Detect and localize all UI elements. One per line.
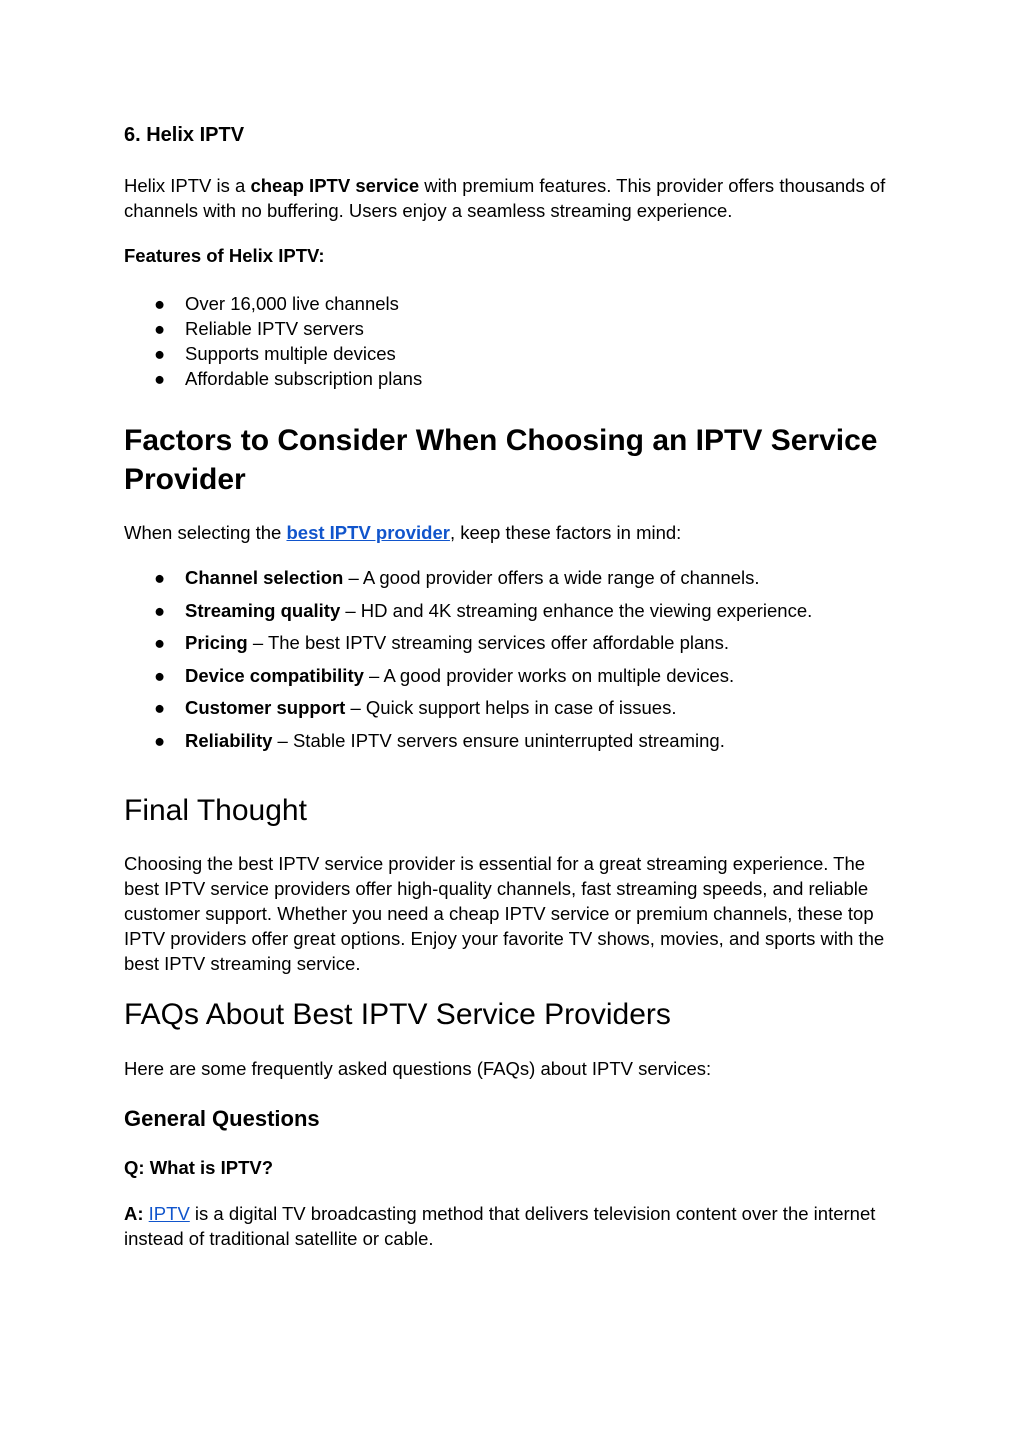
iptv-link[interactable]: IPTV (148, 1203, 190, 1224)
list-item (124, 663, 812, 696)
list-item (124, 291, 422, 316)
bullet-icon: ● (154, 368, 166, 389)
factor-term: Reliability (185, 729, 273, 751)
answer-text: is a digital TV broadcasting method that delivers television content over the internet instead of traditional satellite or cable. (124, 1203, 876, 1249)
feature-text: Supports multiple devices (185, 343, 396, 364)
helix-intro-bold: cheap IPTV service (250, 175, 420, 196)
factors-heading: Factors to Consider When Choosing an IPTV Service Provider (124, 424, 878, 496)
helix-intro-post: with premium features. This provider offers thousands of channels with no buffering. Users enjoy a seamless streaming experience. (124, 175, 886, 221)
factors-intro-pre: When selecting the (124, 522, 287, 543)
factor-term: Pricing (185, 632, 248, 654)
faq-question: Q: What is IPTV? (124, 1157, 274, 1178)
feature-text: Reliable IPTV servers (185, 318, 364, 339)
feature-text: Affordable subscription plans (185, 368, 423, 389)
factor-term: Streaming quality (185, 599, 341, 621)
bullet-icon: ● (154, 729, 166, 751)
factor-term: Device compatibility (185, 664, 364, 686)
list-item (124, 630, 812, 663)
bullet-icon: ● (154, 567, 166, 588)
list-item (124, 728, 812, 761)
factor-desc: – Stable IPTV servers ensure uninterrupted streaming. (272, 729, 725, 751)
factor-desc: – A good provider offers a wide range of channels. (343, 567, 760, 588)
bullet-icon: ● (154, 632, 166, 654)
final-thought-heading: Final Thought (124, 794, 307, 827)
bullet-icon: ● (154, 697, 166, 719)
factor-term: Customer support (185, 697, 346, 719)
factors-list (124, 565, 812, 761)
factor-desc: – Quick support helps in case of issues. (345, 697, 677, 719)
best-iptv-provider-link[interactable]: best IPTV provider (286, 522, 450, 543)
answer-label: A: (124, 1203, 144, 1224)
helix-features-list (124, 291, 422, 391)
bullet-icon: ● (154, 664, 166, 686)
list-item (124, 341, 422, 366)
helix-heading: 6. Helix IPTV (124, 124, 245, 146)
faq-answer (124, 1201, 904, 1251)
list-item (124, 565, 812, 598)
bullet-icon: ● (154, 293, 166, 314)
factor-desc: – A good provider works on multiple devices. (363, 664, 735, 686)
faqs-intro: Here are some frequently asked questions (FAQs) about IPTV services: (124, 1058, 712, 1079)
helix-features-heading: Features of Helix IPTV: (124, 245, 325, 266)
factor-term: Channel selection (185, 567, 344, 588)
bullet-icon: ● (154, 343, 166, 364)
list-item (124, 366, 422, 391)
list-item (124, 598, 812, 631)
helix-intro (124, 173, 904, 223)
factor-desc: – The best IPTV streaming services offer affordable plans. (247, 632, 729, 654)
feature-text: Over 16,000 live channels (185, 293, 399, 314)
final-thought-body: Choosing the best IPTV service provider is essential for a great streaming experience. The best IPTV service providers offer high-quality channels, fast streaming speeds, and reliable customer support. Whether you need a cheap IPTV service or premium channels, these top IPTV providers offer great options. Enjoy your favorite TV shows, movies, and sports with the best IPTV streaming service. (124, 853, 885, 974)
list-item (124, 316, 422, 341)
factors-intro (124, 520, 904, 545)
list-item (124, 695, 812, 728)
bullet-icon: ● (154, 599, 166, 621)
faqs-heading: FAQs About Best IPTV Service Providers (124, 998, 671, 1031)
factors-intro-post: , keep these factors in mind: (449, 522, 682, 543)
general-questions-heading: General Questions (124, 1106, 320, 1131)
helix-intro-pre: Helix IPTV is a (124, 175, 251, 196)
bullet-icon: ● (154, 318, 166, 339)
factor-desc: – HD and 4K streaming enhance the viewing experience. (340, 599, 813, 621)
